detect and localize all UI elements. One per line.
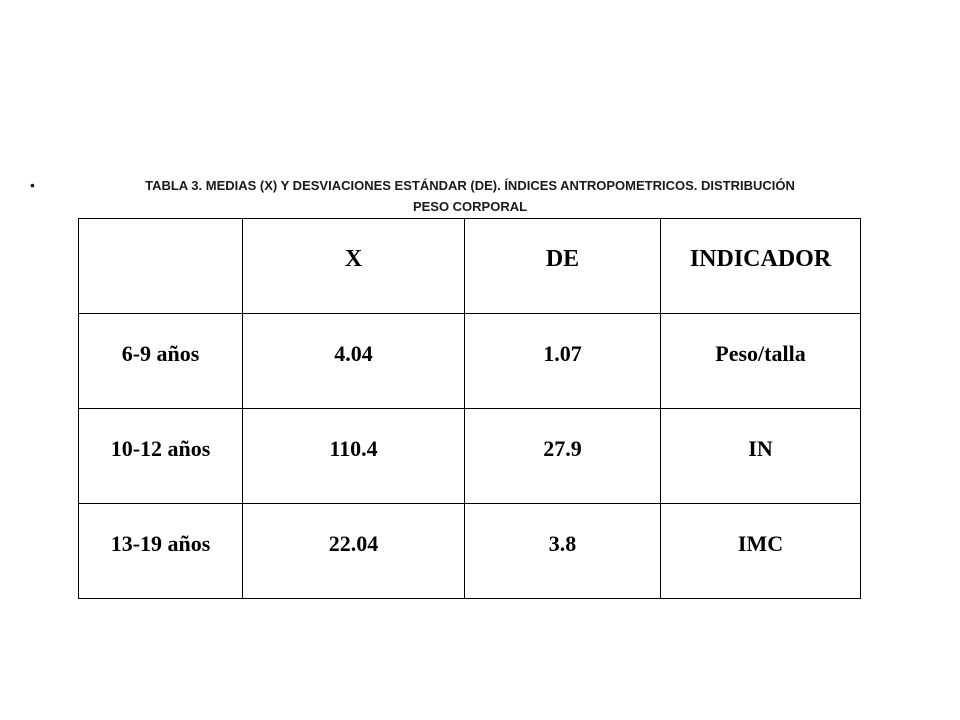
- header-cell-mean: X: [243, 219, 465, 314]
- std-dev-cell: 3.8: [465, 504, 661, 599]
- table-row: [79, 314, 861, 409]
- table-row: [79, 504, 861, 599]
- bullet-marker: •: [30, 177, 35, 193]
- header-cell-std-dev: DE: [465, 219, 661, 314]
- mean-cell: 22.04: [243, 504, 465, 599]
- table-row: [79, 409, 861, 504]
- header-cell-empty: [79, 219, 243, 314]
- row-label-cell: 10-12 años: [79, 409, 243, 504]
- std-dev-cell: 1.07: [465, 314, 661, 409]
- indicator-cell: IN: [661, 409, 861, 504]
- title-line-2: PESO CORPORAL: [412, 199, 528, 214]
- indicator-cell: IMC: [661, 504, 861, 599]
- mean-cell: 110.4: [243, 409, 465, 504]
- row-label-cell: 13-19 años: [79, 504, 243, 599]
- title-line-1: TABLA 3. MEDIAS (X) Y DESVIACIONES ESTÁNDAR (DE). ÍNDICES ANTROPOMETRICOS. DISTRIBUCIÓN: [145, 178, 795, 193]
- mean-cell: 4.04: [243, 314, 465, 409]
- table-title: [30, 175, 910, 217]
- row-label-cell: 6-9 años: [79, 314, 243, 409]
- table-header-row: [79, 219, 861, 314]
- indicator-cell: Peso/talla: [661, 314, 861, 409]
- statistics-table: [78, 218, 861, 599]
- std-dev-cell: 27.9: [465, 409, 661, 504]
- header-cell-indicator: INDICADOR: [661, 219, 861, 314]
